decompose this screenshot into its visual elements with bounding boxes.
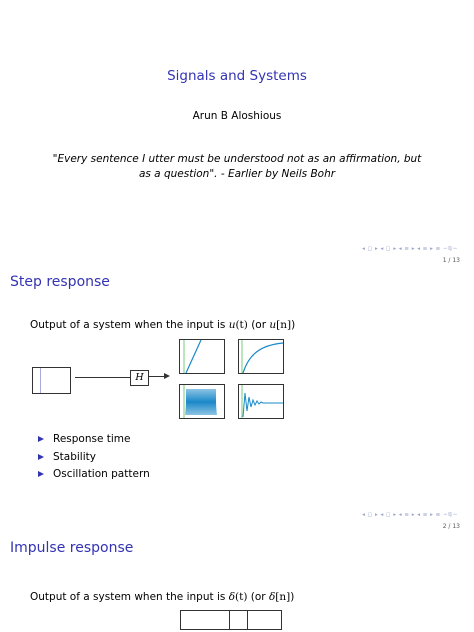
math-delta-discrete: δ [268, 591, 276, 603]
math-u-discrete: u [269, 319, 277, 331]
math-n-arg: [n] [275, 591, 291, 603]
ramp-curve [186, 340, 201, 373]
output-wire [149, 376, 164, 377]
bullet-triangle-icon [38, 454, 44, 460]
beamer-navigation-bar[interactable]: ◂ ◻ ▸ ◂ ◻ ▸ ◂ ≡ ▸ ◂ ≡ ▸ ≡ ∽ℚ∼ [362, 246, 458, 252]
math-u: u [228, 319, 236, 331]
text-suffix: ) [290, 591, 295, 603]
bullet-label: Response time [53, 433, 131, 445]
bullet-label: Stability [53, 450, 96, 463]
beamer-navigation-bar[interactable]: ◂ ◻ ▸ ◂ ◻ ▸ ◂ ≡ ▸ ◂ ≡ ▸ ≡ ∽ℚ∼ [362, 512, 458, 518]
output-arrow-icon [164, 373, 170, 379]
impulse-definition-text [30, 591, 294, 603]
step-input-marker [40, 368, 41, 393]
text-suffix: ) [291, 319, 296, 331]
math-t-arg: (t) [235, 591, 248, 603]
sustained-oscillation-plot [179, 384, 225, 419]
math-n-arg: [n] [276, 319, 292, 331]
ramp-response-plot [179, 339, 225, 374]
plot-divider [247, 611, 248, 629]
exponential-curve [243, 343, 283, 373]
step-definition-text [30, 319, 295, 331]
bullet-triangle-icon [38, 471, 44, 477]
frame-title: Impulse response [10, 540, 134, 556]
exponential-response-graph [239, 340, 283, 373]
impulse-plots-row [180, 610, 282, 630]
quote-text: "Every sentence I utter must be understood not as an affirmation, but as a question". - Earlier by Neils Bohr [52, 153, 422, 180]
sustained-oscillation-graph [180, 385, 224, 418]
step-response-bullets [38, 431, 150, 484]
math-t-arg: (t) [235, 319, 248, 331]
text-prefix: Output of a system when the input is [30, 319, 229, 331]
damped-oscillation-graph [239, 385, 283, 418]
text-mid: (or [247, 591, 269, 603]
system-h-box: H [130, 370, 149, 386]
bullet-item [38, 466, 150, 484]
input-wire [75, 377, 130, 378]
title-slide [0, 0, 474, 266]
math-delta: δ [228, 591, 236, 603]
ramp-response-graph [180, 340, 224, 373]
step-input-box [32, 367, 71, 394]
bullet-item [38, 431, 150, 449]
damped-curve [243, 393, 283, 417]
bullet-label: Oscillation pattern [53, 468, 150, 480]
author-name: Arun B Aloshious [192, 110, 282, 122]
exponential-response-plot [238, 339, 284, 374]
step-response-slide [0, 266, 474, 532]
damped-oscillation-plot [238, 384, 284, 419]
presentation-title: Signals and Systems [167, 68, 307, 84]
page-number: 2 / 13 [442, 523, 460, 530]
oscillation-curve [186, 389, 216, 415]
bullet-item [38, 449, 150, 467]
text-prefix: Output of a system when the input is [30, 591, 229, 603]
text-mid: (or [247, 319, 270, 331]
frame-title: Step response [10, 274, 110, 290]
impulse-response-slide [0, 532, 474, 632]
bullet-triangle-icon [38, 436, 44, 442]
plot-divider [229, 611, 230, 629]
page-number: 1 / 13 [442, 257, 460, 264]
